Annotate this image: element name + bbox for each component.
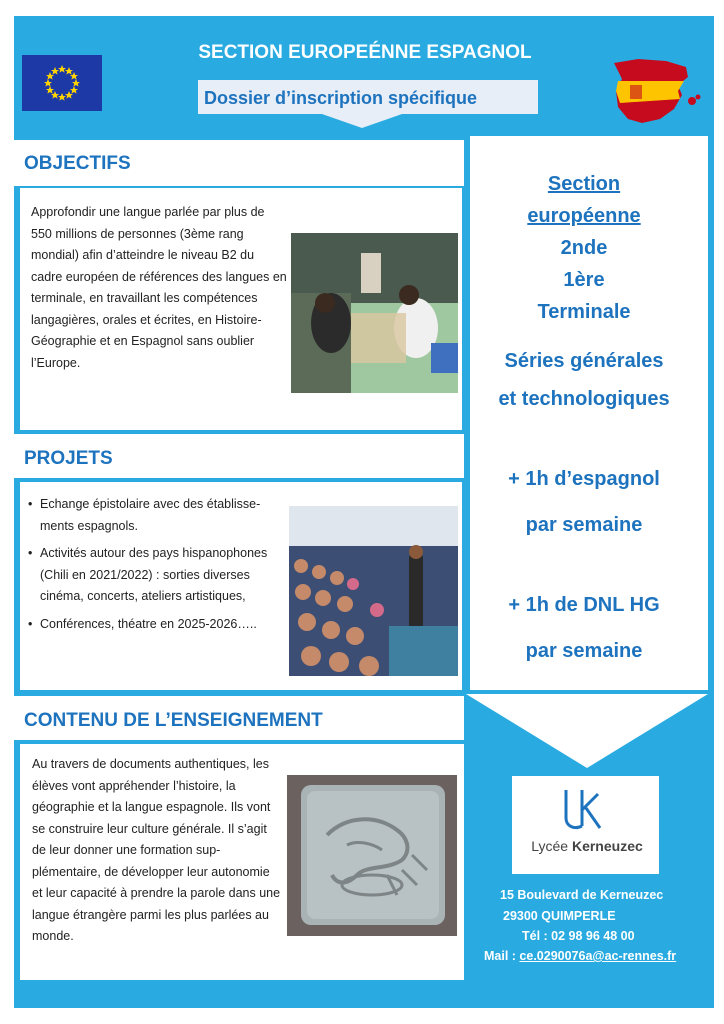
- section-label: [470, 168, 698, 328]
- hours-dnl-line2: par semaine: [525, 640, 643, 662]
- logo-main: Kerneuzec: [571, 838, 643, 854]
- spain-map-flag-icon: [608, 55, 708, 129]
- hours-spanish: [470, 456, 698, 548]
- subtitle-arrow: [322, 114, 402, 130]
- contact-phone: Tél : 02 98 96 48 00: [522, 929, 635, 943]
- level-1ere: 1ère: [563, 269, 605, 291]
- contact-mail-link[interactable]: ce.0290076a@ac-rennes.fr: [519, 949, 677, 963]
- page-subtitle: Dossier d’inscription spécifique: [204, 88, 478, 108]
- projets-heading: PROJETS: [24, 448, 113, 469]
- hours-dnl: [470, 582, 698, 674]
- level-2nde: 2nde: [560, 237, 608, 259]
- objectifs-photo: [291, 233, 458, 393]
- series-label: [470, 342, 698, 418]
- hours-spanish-line2: par semaine: [525, 514, 643, 536]
- section-line1: Section: [547, 173, 621, 195]
- list-item: • Activités autour des pays hispanophones (Chili en 2021/2022) : sorties diverses cinéma, concerts, ateliers artistiques,: [28, 543, 286, 608]
- footer-arrow: [466, 694, 708, 770]
- contenu-heading: CONTENU DE L’ENSEIGNEMENT: [24, 710, 323, 731]
- contenu-photo: [287, 775, 457, 936]
- level-terminale: Terminale: [537, 301, 631, 323]
- projets-photo: [289, 506, 458, 676]
- logo-prefix: Lycée: [531, 838, 569, 854]
- contact-mail-label: Mail :: [484, 949, 520, 963]
- series-line2: et technologiques: [498, 388, 670, 410]
- hours-spanish-line1: + 1h d’espagnol: [508, 468, 660, 490]
- column-divider: [462, 136, 470, 696]
- hours-dnl-line1: + 1h de DNL HG: [508, 594, 660, 616]
- logo-text: [520, 838, 654, 854]
- objectifs-text: Approfondir une langue parlée par plus de 550 millions de personnes (3ème rang mondial) afin d’atteindre le niveau B2 du cadre européen de références des langues en terminale, en travaillant les compétences langagières, orales et écrites, en Histoire-Géographie et en Espagnol sans oublier l’Europe.: [31, 205, 287, 370]
- list-item: • Conférences, théatre en 2025-2026…..: [28, 614, 286, 636]
- projets-list: [28, 494, 286, 641]
- section-line2: européenne: [527, 205, 641, 227]
- objectifs-heading: OBJECTIFS: [24, 153, 131, 174]
- series-line1: Séries générales: [504, 350, 664, 372]
- contact-address: 15 Boulevard de Kerneuzec: [500, 888, 664, 902]
- kerneuzec-logo-icon: [560, 788, 604, 832]
- list-item: • Echange épistolaire avec des établissements espagnols.: [28, 494, 286, 537]
- contact-city: 29300 QUIMPERLE: [503, 909, 616, 923]
- contact-mail-row: [484, 949, 676, 963]
- top-strip: [14, 12, 714, 16]
- page-title: SECTION EUROPEÉNNE ESPAGNOL: [198, 42, 532, 63]
- contenu-text: Au travers de documents authentiques, les élèves vont appréhender l’histoire, la géographie et la langue espagnole. Ils vont se construire leur culture générale. Il s’agit de leur donner une formation supplémentaire, de développer leur autonomie et leur capacité à prendre la parole dans une langue étrangère parmi les plus parlées au monde.: [32, 757, 281, 943]
- eu-flag-icon: [22, 55, 102, 111]
